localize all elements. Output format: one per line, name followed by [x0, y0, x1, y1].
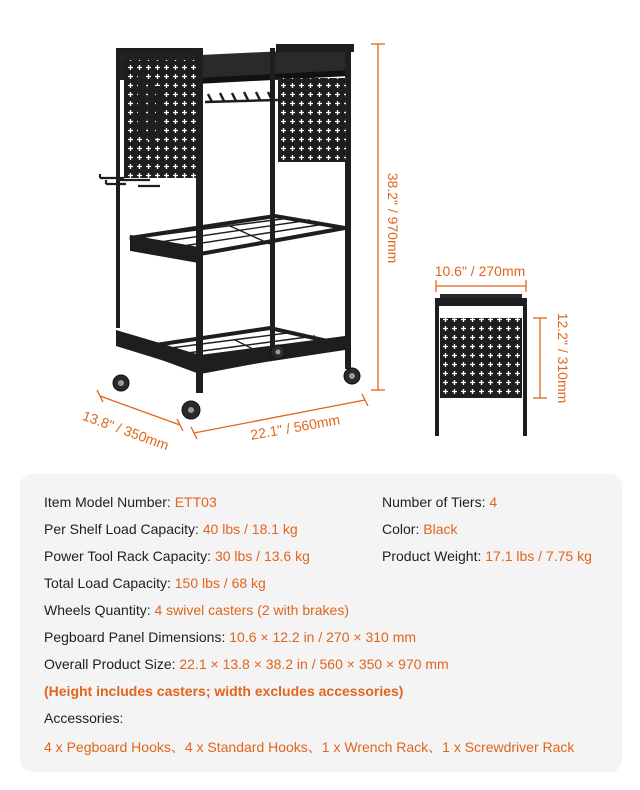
spec-overall-size: Overall Product Size: 22.1 × 13.8 × 38.2 in / 560 × 350 × 970 mm — [44, 656, 449, 672]
wheels-value: 4 swivel casters (2 with brakes) — [154, 602, 350, 618]
spec-weight: Product Weight: 17.1 lbs / 7.75 kg — [382, 548, 592, 564]
panel-width-dimension — [435, 263, 526, 292]
accessories-value: 4 x Pegboard Hooks、4 x Standard Hooks、1 x Wrench Rack、1 x Screwdriver Rack — [44, 739, 575, 755]
spec-color: Color: Black — [382, 521, 458, 537]
model-value: ETT03 — [174, 494, 217, 510]
spec-wheels: Wheels Quantity: 4 swivel casters (2 with brakes) — [44, 602, 350, 618]
spec-total-load: Total Load Capacity: 150 lbs / 68 kg — [44, 575, 266, 591]
height-label: 38.2" / 970mm — [385, 172, 401, 264]
tool-rack-value: 30 lbs / 13.6 kg — [214, 548, 310, 564]
width-label: 22.1" / 560mm — [249, 411, 342, 443]
pegboard-value: 10.6 × 12.2 in / 270 × 310 mm — [229, 629, 417, 645]
spec-accessories: Accessories: — [44, 710, 124, 726]
pegboard-panel-image — [435, 294, 527, 436]
tiers-value: 4 — [489, 494, 498, 510]
panel-height-label: 12.2" / 310mm — [555, 312, 571, 404]
depth-label: 13.8" / 350mm — [80, 407, 172, 454]
overall-size-value: 22.1 × 13.8 × 38.2 in / 560 × 350 × 970 mm — [179, 656, 449, 672]
panel-width-label: 10.6" / 270mm — [434, 263, 526, 279]
total-load-value: 150 lbs / 68 kg — [174, 575, 266, 591]
specs-panel — [20, 474, 622, 772]
size-note: (Height includes casters; width excludes accessories) — [44, 683, 404, 699]
spec-tiers: Number of Tiers: 4 — [382, 494, 498, 510]
width-dimension — [191, 394, 368, 443]
spec-tool-rack: Power Tool Rack Capacity: 30 lbs / 13.6 kg — [44, 548, 310, 564]
height-dimension — [371, 44, 401, 390]
panel-height-dimension — [533, 313, 571, 404]
weight-value: 17.1 lbs / 7.75 kg — [485, 548, 592, 564]
tool-cart-image — [100, 44, 360, 419]
spec-pegboard: Pegboard Panel Dimensions: 10.6 × 12.2 in / 270 × 310 mm — [44, 629, 417, 645]
color-value: Black — [423, 521, 458, 537]
spec-model: Item Model Number: ETT03 — [44, 494, 217, 510]
shelf-load-value: 40 lbs / 18.1 kg — [202, 521, 298, 537]
depth-dimension — [80, 390, 183, 453]
spec-shelf-load: Per Shelf Load Capacity: 40 lbs / 18.1 kg — [44, 521, 298, 537]
